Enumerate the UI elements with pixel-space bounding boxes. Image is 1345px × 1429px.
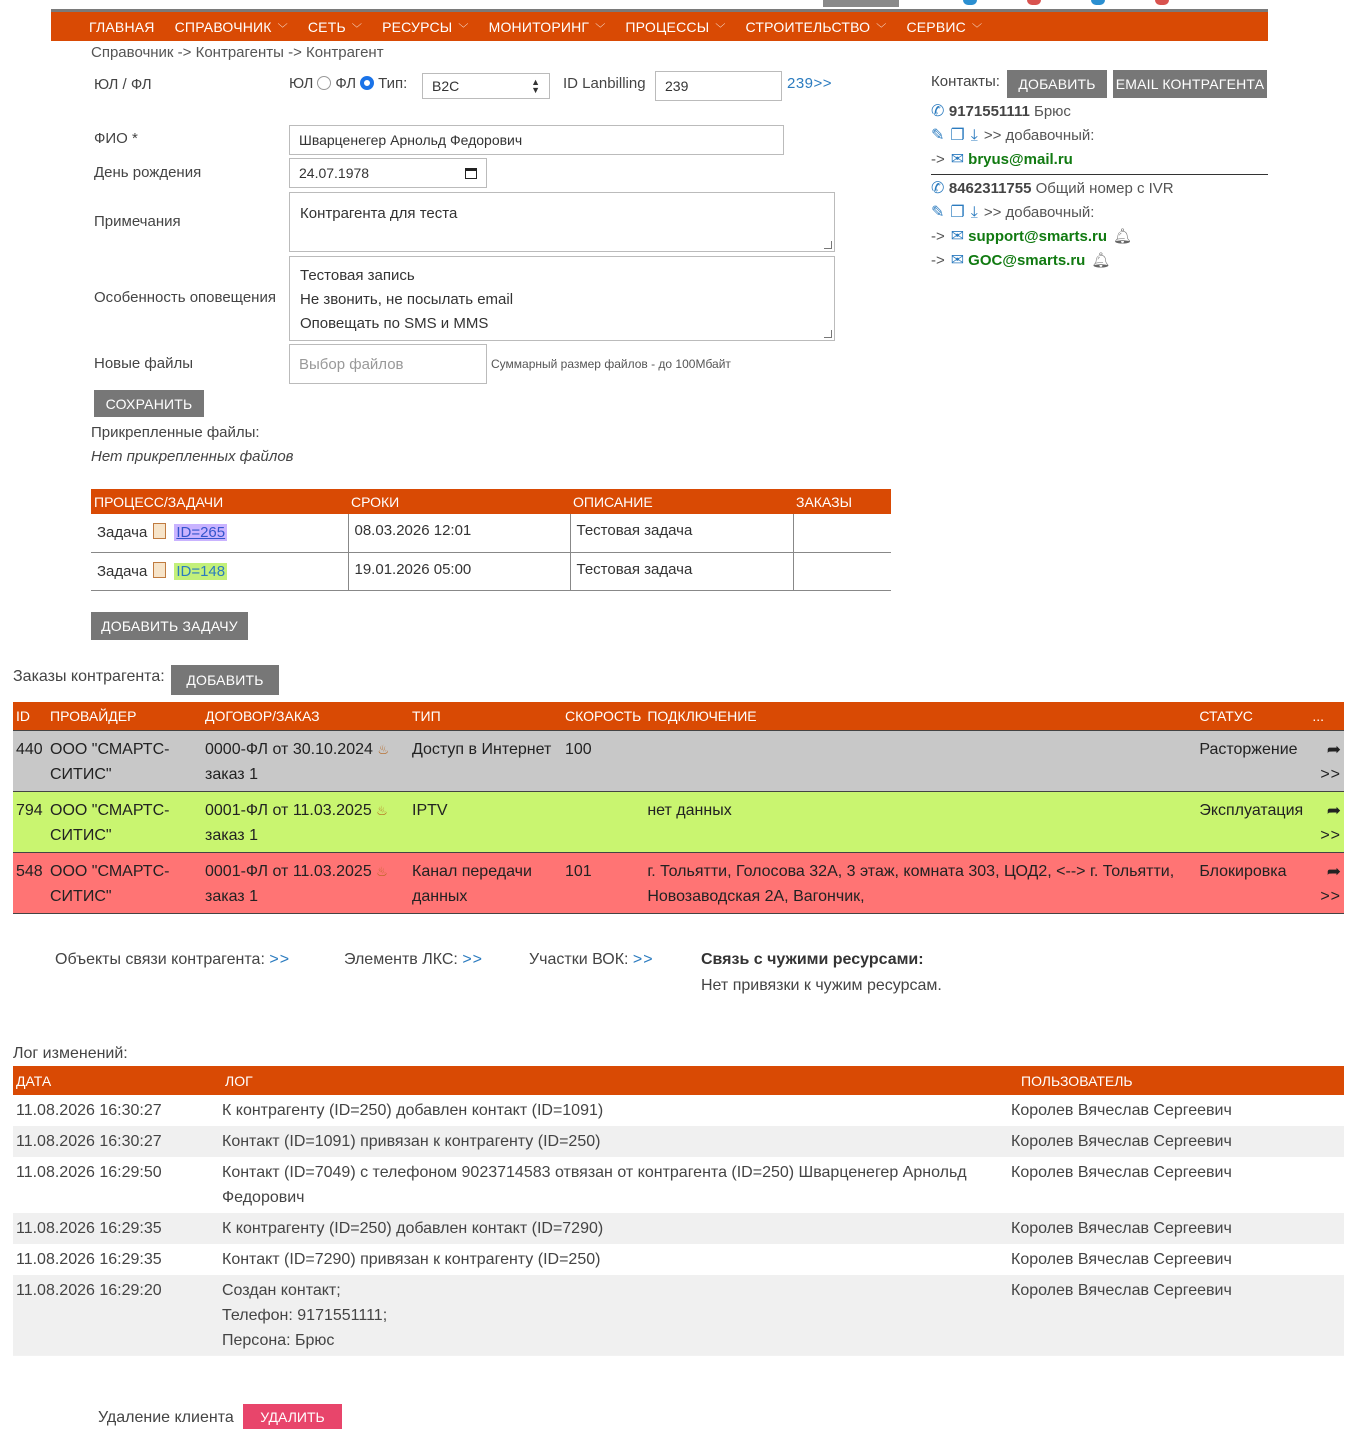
contact-entry [931,98,1268,175]
share-icon[interactable]: ➦ [1326,861,1341,881]
files-hint: Суммарный размер файлов - до 100Мбайт [491,357,731,371]
orders-header-provider: ПРОВАЙДЕР [47,702,202,730]
client-type-value: B2C [432,78,460,94]
flame-icon: ♨ [376,802,388,818]
order-speed: 101 [562,852,644,913]
order-id: 440 [13,730,47,791]
order-row[interactable] [13,730,1344,791]
copy-icon[interactable]: ❐ [950,204,965,221]
log-user: Королев Вячеслав Сергеевич [1007,1275,1344,1356]
chevron-down-icon: ﹀ [277,23,288,35]
log-row [13,1244,1344,1275]
order-contract[interactable]: 0000-ФЛ от 30.10.2024 [205,740,373,758]
nav-item[interactable] [489,19,606,35]
task-id-link[interactable]: ID=148 [176,562,226,580]
save-button[interactable]: СОХРАНИТЬ [94,390,204,417]
add-contact-button[interactable]: ДОБАВИТЬ [1007,70,1107,98]
download-icon[interactable]: ⤓ [970,204,978,221]
contact-email[interactable]: support@smarts.ru [968,228,1107,245]
email-contractor-button[interactable]: EMAIL КОНТРАГЕНТА [1113,70,1267,98]
mail-icon: ✉ [950,252,965,269]
task-description: Тестовая задача [570,514,793,552]
file-picker[interactable]: Выбор файлов [289,344,487,384]
order-actions-cell [1309,730,1344,791]
radio-fl-label: ФЛ [335,75,357,92]
task-orders [793,552,891,590]
order-more-link[interactable]: >> [1320,826,1341,844]
task-deadline: 08.03.2026 12:01 [348,514,570,552]
resize-handle-icon[interactable] [824,330,832,338]
contact-entry [931,175,1268,275]
tasks-header-orders: ЗАКАЗЫ [793,489,891,514]
task-orders [793,514,891,552]
vok-sections [529,951,654,969]
entity-type-radio-group [289,75,407,92]
mail-icon: ✉ [950,228,965,245]
top-strip [51,0,1268,8]
client-type-select[interactable] [422,73,550,99]
task-cell-process [91,552,348,590]
task-type: Задача [97,524,148,541]
vok-sections-label: Участки ВОК: [529,951,629,968]
foreign-resources-empty: Нет привязки к чужим ресурсам. [701,977,942,994]
download-icon[interactable]: ⤓ [970,127,978,144]
edit-icon[interactable]: ✎ [931,204,945,221]
orders-header-speed: СКОРОСТЬ [562,702,644,730]
log-text: К контрагенту (ID=250) добавлен контакт (ID=1091) [222,1102,604,1119]
task-cell-process [91,514,348,552]
order-provider: ООО "СМАРТС-СИТИС" [47,730,202,791]
tasks-header-process: ПРОЦЕСС/ЗАДАЧИ [91,489,348,514]
resize-handle-icon[interactable] [824,241,832,249]
main-navbar [51,9,1268,41]
log-text: Контакт (ID=7290) привязан к контрагенту (ID=250) [222,1251,601,1268]
order-speed [562,791,644,852]
contact-email-row [931,225,1268,249]
lanbilling-label: ID Lanbilling [563,75,646,92]
nav-item-label: СЕРВИС [906,18,966,35]
radio-fl[interactable] [360,76,374,90]
contacts-list [931,98,1268,275]
attached-files-empty: Нет прикрепленных файлов [91,448,294,465]
nav-item-label: СПРАВОЧНИК [174,18,272,35]
order-status: Блокировка [1196,852,1309,913]
log-table [13,1066,1344,1356]
order-row[interactable] [13,791,1344,852]
order-status: Эксплуатация [1196,791,1309,852]
order-actions-cell [1309,852,1344,913]
notify-line: Тестовая запись [300,267,415,284]
order-connection [644,730,1196,791]
birthday-value: 24.07.1978 [299,165,370,181]
bell-icon[interactable]: 🔔︎ [1113,228,1133,245]
order-type: Канал передачи данных [409,852,562,913]
order-connection: нет данных [644,791,1196,852]
log-date: 11.08.2026 16:29:35 [13,1213,218,1244]
log-row [13,1157,1344,1213]
nav-item[interactable] [906,19,982,35]
radio-ul-label: ЮЛ [289,75,314,92]
notify-textarea[interactable] [289,256,835,341]
fio-label: ФИО * [94,130,138,147]
log-text: К контрагенту (ID=250) добавлен контакт (ID=7290) [218,1213,1007,1244]
phone-icon: ✆ [931,103,949,120]
contact-name: Брюс [1033,103,1071,120]
share-icon[interactable]: ➦ [1326,800,1341,820]
log-row [13,1213,1344,1244]
log-text: Контакт (ID=1091) привязан к контрагенту (ID=250) [218,1126,1007,1157]
notes-text: Контрагента для теста [300,205,458,222]
tasks-header-deadline: СРОКИ [348,489,570,514]
nav-item-label: РЕСУРСЫ [382,18,453,35]
contact-phone[interactable]: 8462311755 [948,180,1032,197]
log-header-date: ДАТА [13,1066,218,1095]
type-field-label: Тип: [378,75,408,92]
log-header-log: ЛОГ [218,1066,1007,1095]
delete-client-label: Удаление клиента [98,1409,234,1426]
add-task-button[interactable]: ДОБАВИТЬ ЗАДАЧУ [91,612,248,640]
contact-email[interactable]: GOC@smarts.ru [968,252,1086,269]
breadcrumb: Справочник -> Контрагенты -> Контрагент [91,44,384,61]
task-type: Задача [97,562,148,580]
chevron-down-icon: ﹀ [351,23,363,35]
log-user: Королев Вячеслав Сергеевич [1007,1126,1344,1157]
flame-icon: ♨ [377,741,390,757]
order-id: 548 [13,852,47,913]
contact-name: Общий номер с IVR [1035,180,1174,197]
log-text: Контакт (ID=7049) с телефоном 9023714583 отвязан от контрагента (ID=250) Шварценегер Арнольд Федорович [222,1164,967,1206]
nav-item[interactable] [746,19,887,35]
log-date: 11.08.2026 16:30:27 [13,1126,218,1157]
task-id-link[interactable]: ID=265 [176,524,226,541]
clipboard-icon[interactable] [153,523,166,539]
log-date: 11.08.2026 16:29:20 [13,1275,218,1356]
contact-email[interactable]: bryus@mail.ru [968,151,1073,168]
birthday-input[interactable] [289,158,487,188]
order-contract-line [205,859,406,884]
extension-label: >> добавочный: [983,204,1095,221]
log-user: Королев Вячеслав Сергеевич [1007,1213,1344,1244]
order-row[interactable] [13,852,1344,913]
status-dot-icon [1155,0,1169,5]
chevron-down-icon: ﹀ [971,23,983,35]
order-contract-cell [202,791,409,852]
nav-item-label: ГЛАВНАЯ [89,18,155,35]
task-row [91,514,891,552]
status-dot-icon [963,0,977,5]
order-more-link[interactable]: >> [1320,887,1341,905]
edit-icon[interactable]: ✎ [931,127,945,144]
log-row [13,1126,1344,1157]
nav-item[interactable] [308,19,362,35]
nav-item-label: МОНИТОРИНГ [488,18,590,35]
orders-header-type: ТИП [409,702,562,730]
log-date: 11.08.2026 16:30:27 [16,1102,162,1119]
top-tab[interactable] [823,0,899,7]
nav-item[interactable] [175,19,288,35]
log-text: Создан контакт; Телефон: 9171551111; Персона: Брюс [218,1275,1007,1356]
tasks-header-description: ОПИСАНИЕ [570,489,793,514]
order-type: Доступ в Интернет [409,730,562,791]
orders-label: Заказы контрагента: [13,668,165,685]
lks-elements [344,951,483,969]
order-contract-cell [202,852,409,913]
status-dot-icon [1027,0,1041,5]
arrow-label: -> [931,151,945,168]
status-dot-icon [1091,0,1105,5]
notify-line: Оповещать по SMS и MMS [300,315,489,332]
notes-label: Примечания [94,213,181,230]
nav-item-label: ПРОЦЕССЫ [625,18,710,35]
nav-item[interactable] [625,19,725,35]
orders-header-status: СТАТУС [1196,702,1309,730]
task-deadline: 19.01.2026 05:00 [348,552,570,590]
log-header-user: ПОЛЬЗОВАТЕЛЬ [1007,1066,1344,1095]
attached-files-label: Прикрепленные файлы: [91,424,260,441]
calendar-icon[interactable] [465,168,477,179]
orders-header-connection: ПОДКЛЮЧЕНИЕ [644,702,1196,730]
nav-item-label: СТРОИТЕЛЬСТВО [745,18,871,35]
order-contract[interactable]: 0001-ФЛ от 11.03.2025 [205,801,372,819]
order-contract[interactable]: 0001-ФЛ от 11.03.2025 [205,862,372,880]
type-label: ЮЛ / ФЛ [94,76,152,93]
contacts-label: Контакты: [931,73,1000,90]
task-row [91,552,891,590]
order-speed: 100 [562,730,644,791]
log-user: Королев Вячеслав Сергеевич [1011,1102,1232,1119]
order-type: IPTV [409,791,562,852]
tasks-table [91,489,891,591]
notes-textarea[interactable] [289,192,835,252]
phone-icon: ✆ [931,180,949,197]
orders-header-contract: ДОГОВОР/ЗАКАЗ [202,702,409,730]
contact-phone-row [931,177,1268,201]
order-number: заказ 1 [205,765,258,783]
contact-email-row [931,148,1268,172]
delete-client-button[interactable]: УДАЛИТЬ [243,1404,342,1429]
select-arrows-icon: ▲ ▼ [531,77,540,95]
contact-phone-row [931,100,1268,124]
log-label: Лог изменений: [13,1045,128,1062]
add-order-button[interactable]: ДОБАВИТЬ [171,665,279,695]
log-user: Королев Вячеслав Сергеевич [1011,1164,1232,1181]
share-icon[interactable]: ➦ [1326,739,1341,759]
arrow-label: -> [931,252,945,269]
copy-icon[interactable]: ❐ [950,127,965,144]
comm-objects [55,951,290,969]
log-date: 11.08.2026 16:29:35 [16,1251,162,1268]
contact-phone[interactable]: 9171551111 [948,103,1030,120]
log-user: Королев Вячеслав Сергеевич [1011,1251,1232,1268]
lanbilling-input[interactable]: 239 [655,71,782,101]
contact-actions-row [931,201,1268,225]
contact-email-row [931,249,1268,273]
birthday-label: День рождения [94,164,202,181]
order-provider: ООО "СМАРТС-СИТИС" [47,791,202,852]
lanbilling-link[interactable]: 239>> [787,75,833,92]
flame-icon: ♨ [376,863,388,879]
order-id: 794 [13,791,47,852]
order-contract-line [205,737,406,762]
order-more-link[interactable]: >> [1320,765,1341,783]
nav-item-label: СЕТЬ [307,18,346,35]
contact-actions-row [931,124,1268,148]
nav-item[interactable] [89,19,155,35]
log-fade [13,1354,1344,1368]
nav-item[interactable] [382,19,469,35]
task-description: Тестовая задача [570,552,793,590]
lks-elements-link[interactable]: >> [462,951,483,968]
arrow-label: -> [931,228,945,245]
radio-ul[interactable] [317,76,331,90]
notify-line: Не звонить, не посылать email [300,291,514,308]
order-actions-cell [1309,791,1344,852]
order-connection: г. Тольятти, Голосова 32А, 3 этаж, комната 303, ЦОД2, <--> г. Тольятти, Новозаводская 2А, Вагончик, [644,852,1196,913]
order-contract-cell [202,730,409,791]
vok-sections-link[interactable]: >> [632,951,654,968]
chevron-down-icon: ﹀ [595,23,606,35]
lks-elements-label: Элементв ЛКС: [344,951,458,968]
bell-icon[interactable]: 🔔︎ [1091,252,1111,269]
notify-label: Особенность оповещения [94,289,276,306]
fio-input[interactable]: Шварценегер Арнольд Федорович [289,125,784,155]
extension-label: >> добавочный: [983,127,1095,144]
mail-icon: ✉ [950,151,965,168]
order-contract-line [205,798,406,823]
log-date: 11.08.2026 16:29:50 [16,1164,162,1181]
comm-objects-link[interactable]: >> [269,951,291,968]
orders-header-more: ... [1309,702,1344,730]
comm-objects-label: Объекты связи контрагента: [55,951,265,968]
foreign-resources-title: Связь с чужими ресурсами: [701,951,924,968]
order-number: заказ 1 [205,826,258,844]
chevron-down-icon: ﹀ [876,23,887,35]
order-status: Расторжение [1196,730,1309,791]
chevron-down-icon: ﹀ [458,23,469,35]
order-provider: ООО "СМАРТС-СИТИС" [47,852,202,913]
log-row [13,1095,1344,1126]
chevron-down-icon: ﹀ [715,23,726,35]
orders-table [13,702,1344,914]
clipboard-icon[interactable] [153,562,166,578]
orders-header-id: ID [13,702,47,730]
files-label: Новые файлы [94,355,194,372]
order-number: заказ 1 [205,887,258,905]
log-row [13,1275,1344,1356]
